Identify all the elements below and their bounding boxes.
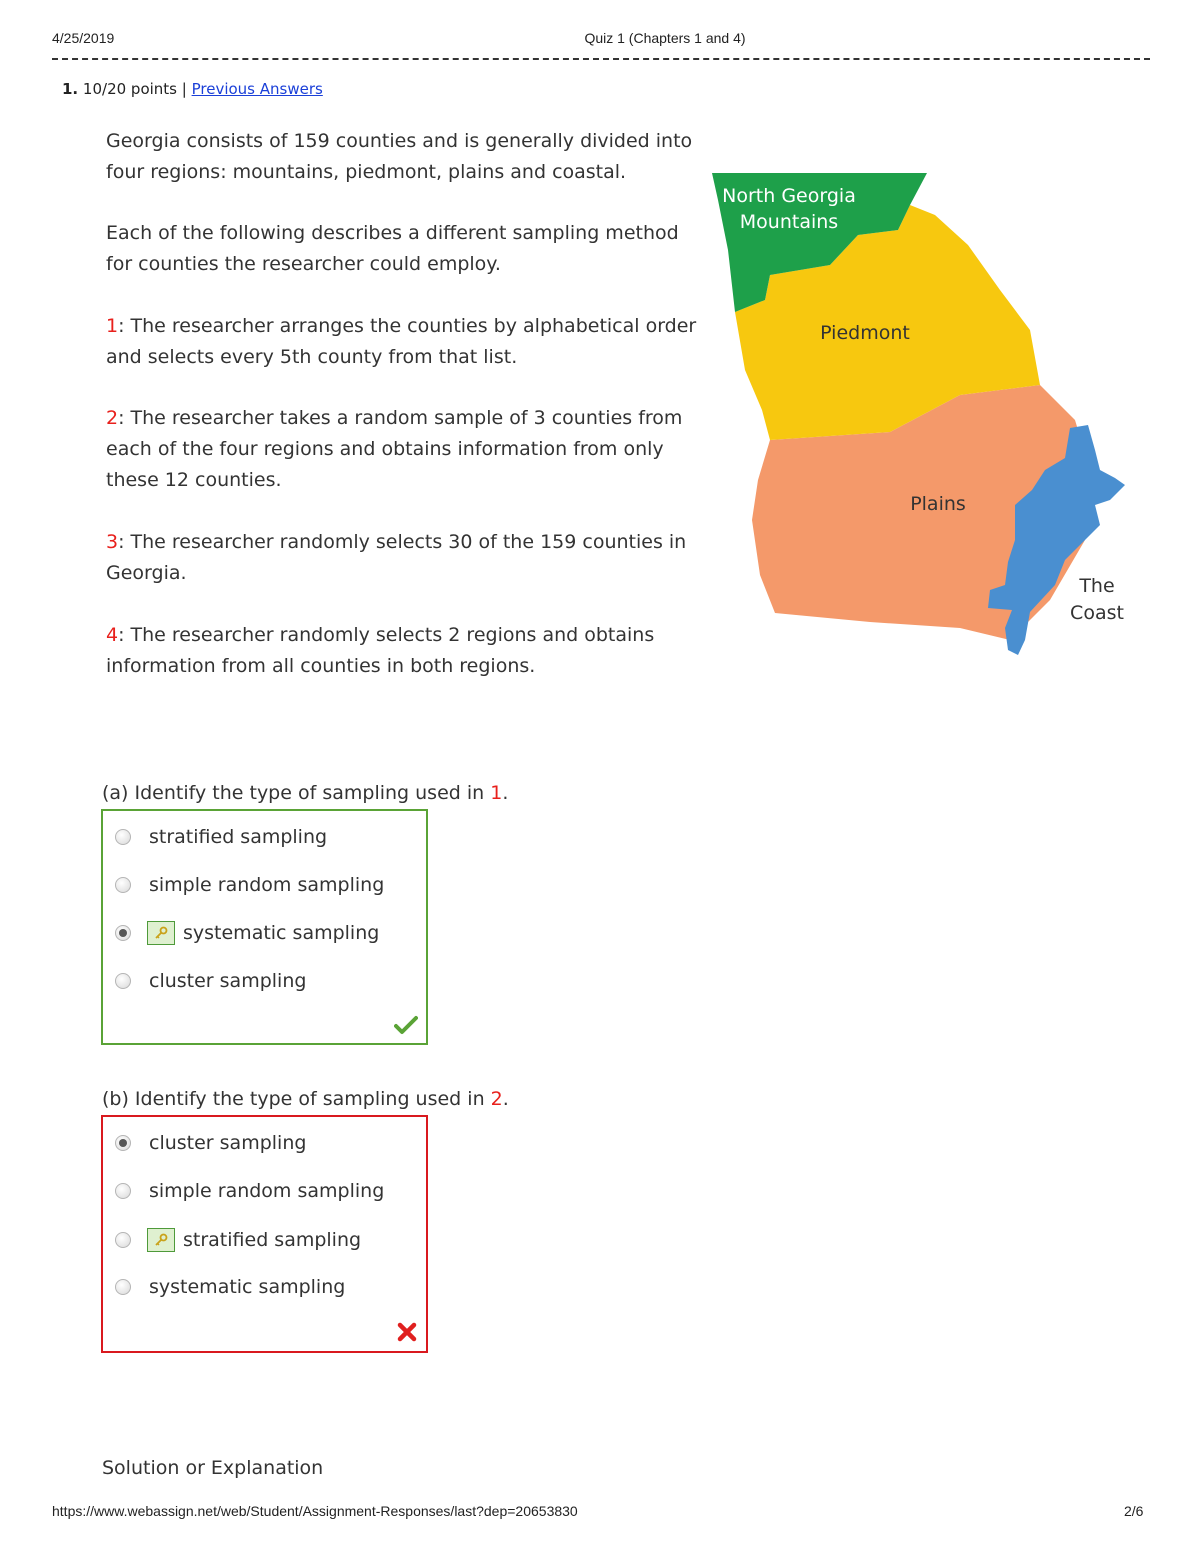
method-number: 4 bbox=[106, 624, 119, 646]
radio-button-selected[interactable] bbox=[115, 1135, 131, 1151]
part-b-answer-box bbox=[101, 1115, 428, 1353]
part-b-label: (b) Identify the type of sampling used in 2. bbox=[102, 1088, 509, 1110]
part-a-answer-box bbox=[101, 809, 428, 1045]
georgia-regions-map bbox=[700, 165, 1140, 665]
footer-url: https://www.webassign.net/web/Student/Assignment-Responses/last?dep=20653830 bbox=[52, 1503, 578, 1519]
radio-button[interactable] bbox=[115, 877, 131, 893]
print-date: 4/25/2019 bbox=[52, 30, 115, 46]
radio-button[interactable] bbox=[115, 1183, 131, 1199]
method-4: 4: The researcher randomly selects 2 regions and obtains information from all counties in both regions. bbox=[106, 624, 655, 677]
radio-button[interactable] bbox=[115, 829, 131, 845]
part-b-option[interactable]: simple random sampling bbox=[115, 1176, 384, 1206]
x-mark-icon bbox=[396, 1321, 418, 1343]
method-number: 3 bbox=[106, 531, 119, 553]
radio-button[interactable] bbox=[115, 1232, 131, 1248]
prompt-lead: Each of the following describes a different sampling method for counties the researcher could employ. bbox=[106, 222, 679, 275]
part-a-label: (a) Identify the type of sampling used in 1. bbox=[102, 782, 509, 804]
radio-button[interactable] bbox=[115, 1279, 131, 1295]
part-a-option[interactable]: simple random sampling bbox=[115, 870, 384, 900]
key-icon bbox=[147, 1228, 175, 1252]
map-label-the: The bbox=[1079, 575, 1115, 597]
map-label-plains: Plains bbox=[910, 493, 966, 515]
question-header bbox=[62, 80, 323, 98]
question-number: 1. bbox=[62, 80, 79, 98]
radio-button[interactable] bbox=[115, 973, 131, 989]
page-title: Quiz 1 (Chapters 1 and 4) bbox=[584, 30, 746, 46]
previous-answers-link[interactable]: Previous Answers bbox=[191, 80, 323, 98]
method-2: 2: The researcher takes a random sample of 3 counties from each of the four regions and obtains information from only these 12 counties. bbox=[106, 407, 683, 491]
part-a-option[interactable]: cluster sampling bbox=[115, 966, 306, 996]
method-number: 2 bbox=[106, 407, 119, 429]
checkmark-icon bbox=[394, 1015, 418, 1035]
map-label-coast: Coast bbox=[1070, 602, 1124, 624]
method-1: 1: The researcher arranges the counties by alphabetical order and selects every 5th county from that list. bbox=[106, 315, 697, 368]
part-a-option-selected[interactable]: systematic sampling bbox=[115, 918, 379, 948]
part-a-option[interactable]: stratified sampling bbox=[115, 822, 327, 852]
solution-label: Solution or Explanation bbox=[102, 1457, 324, 1479]
radio-button-selected[interactable] bbox=[115, 925, 131, 941]
method-3: 3: The researcher randomly selects 30 of the 159 counties in Georgia. bbox=[106, 531, 687, 584]
part-b-option[interactable]: stratified sampling bbox=[115, 1225, 361, 1255]
part-b-option-selected[interactable]: cluster sampling bbox=[115, 1128, 306, 1158]
key-icon bbox=[147, 921, 175, 945]
prompt-intro: Georgia consists of 159 counties and is generally divided into four regions: mountains, piedmont, plains and coastal. bbox=[106, 130, 693, 183]
map-label-mountains: Mountains bbox=[739, 211, 839, 233]
map-label-north-georgia: North Georgia bbox=[722, 185, 856, 207]
dashed-divider bbox=[52, 58, 1150, 60]
map-label-piedmont: Piedmont bbox=[820, 322, 910, 344]
method-number: 1 bbox=[106, 315, 119, 337]
page-number: 2/6 bbox=[1124, 1503, 1144, 1519]
part-b-option[interactable]: systematic sampling bbox=[115, 1272, 345, 1302]
question-score: 10/20 points | bbox=[82, 80, 187, 98]
